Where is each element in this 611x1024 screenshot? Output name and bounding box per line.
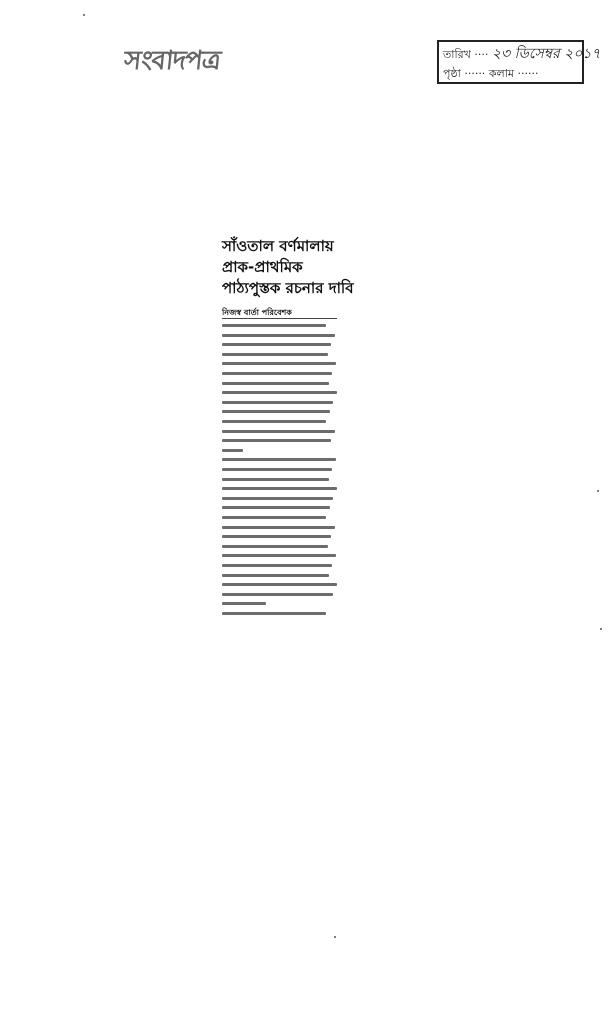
body-text-line <box>222 362 336 365</box>
body-text-line <box>222 410 330 413</box>
scan-speck <box>83 14 85 16</box>
body-text-line <box>222 372 332 375</box>
stamp-dots: ···· <box>474 48 489 61</box>
headline-line-2: প্রাক-প্রাথমিক <box>222 258 303 276</box>
body-text-line <box>222 526 335 529</box>
stamp-page-row <box>443 64 578 82</box>
body-text-line <box>222 612 326 615</box>
body-text-line <box>222 478 329 481</box>
body-text-line <box>222 574 329 577</box>
scan-speck <box>334 936 336 938</box>
body-text-line <box>222 516 326 519</box>
body-text-line <box>222 545 328 548</box>
body-text-line <box>222 583 337 586</box>
headline-line-3: পাঠ্যপুস্তক রচনার দাবি <box>222 279 354 297</box>
body-text-line <box>222 391 337 394</box>
scan-speck <box>600 628 602 630</box>
byline-rule <box>222 318 337 319</box>
body-text-line <box>222 334 335 337</box>
headline-line-1: সাঁওতাল বর্ণমালায় <box>222 237 334 255</box>
body-text-line <box>222 506 330 509</box>
body-text-line <box>222 564 332 567</box>
stamp-date-label: তারিখ <box>443 48 471 61</box>
body-text-line <box>222 430 335 433</box>
body-text-line <box>222 593 333 596</box>
body-text-line <box>222 439 331 442</box>
stamp-date-row <box>443 45 601 63</box>
body-text-line <box>222 602 266 605</box>
stamp-date-value: ২৩ ডিসেম্বর ২০১৭ <box>491 46 601 62</box>
body-text-line <box>222 420 326 423</box>
body-text-line <box>222 487 337 490</box>
body-text-line <box>222 554 336 557</box>
body-text-line <box>222 382 329 385</box>
stamp-dots-2: ······ <box>464 67 486 80</box>
body-text-line <box>222 324 326 327</box>
stamp-dots-3: ······ <box>517 67 539 80</box>
article-headline <box>222 236 354 299</box>
body-text-line <box>222 497 333 500</box>
date-stamp <box>437 40 601 84</box>
body-text-line <box>222 468 332 471</box>
stamp-page-label: পৃষ্ঠা <box>443 67 461 80</box>
body-text-line <box>222 401 333 404</box>
body-text-line <box>222 535 331 538</box>
stamp-column-label: কলাম <box>488 67 515 80</box>
body-text-line <box>222 353 328 356</box>
body-text-line <box>222 458 336 461</box>
masthead: সংবাদপত্র <box>122 46 222 76</box>
body-text-line <box>222 343 331 346</box>
body-text-line <box>222 449 243 452</box>
scan-speck <box>597 490 599 492</box>
article-byline: নিজস্ব বার্তা পরিবেশক <box>222 308 292 317</box>
